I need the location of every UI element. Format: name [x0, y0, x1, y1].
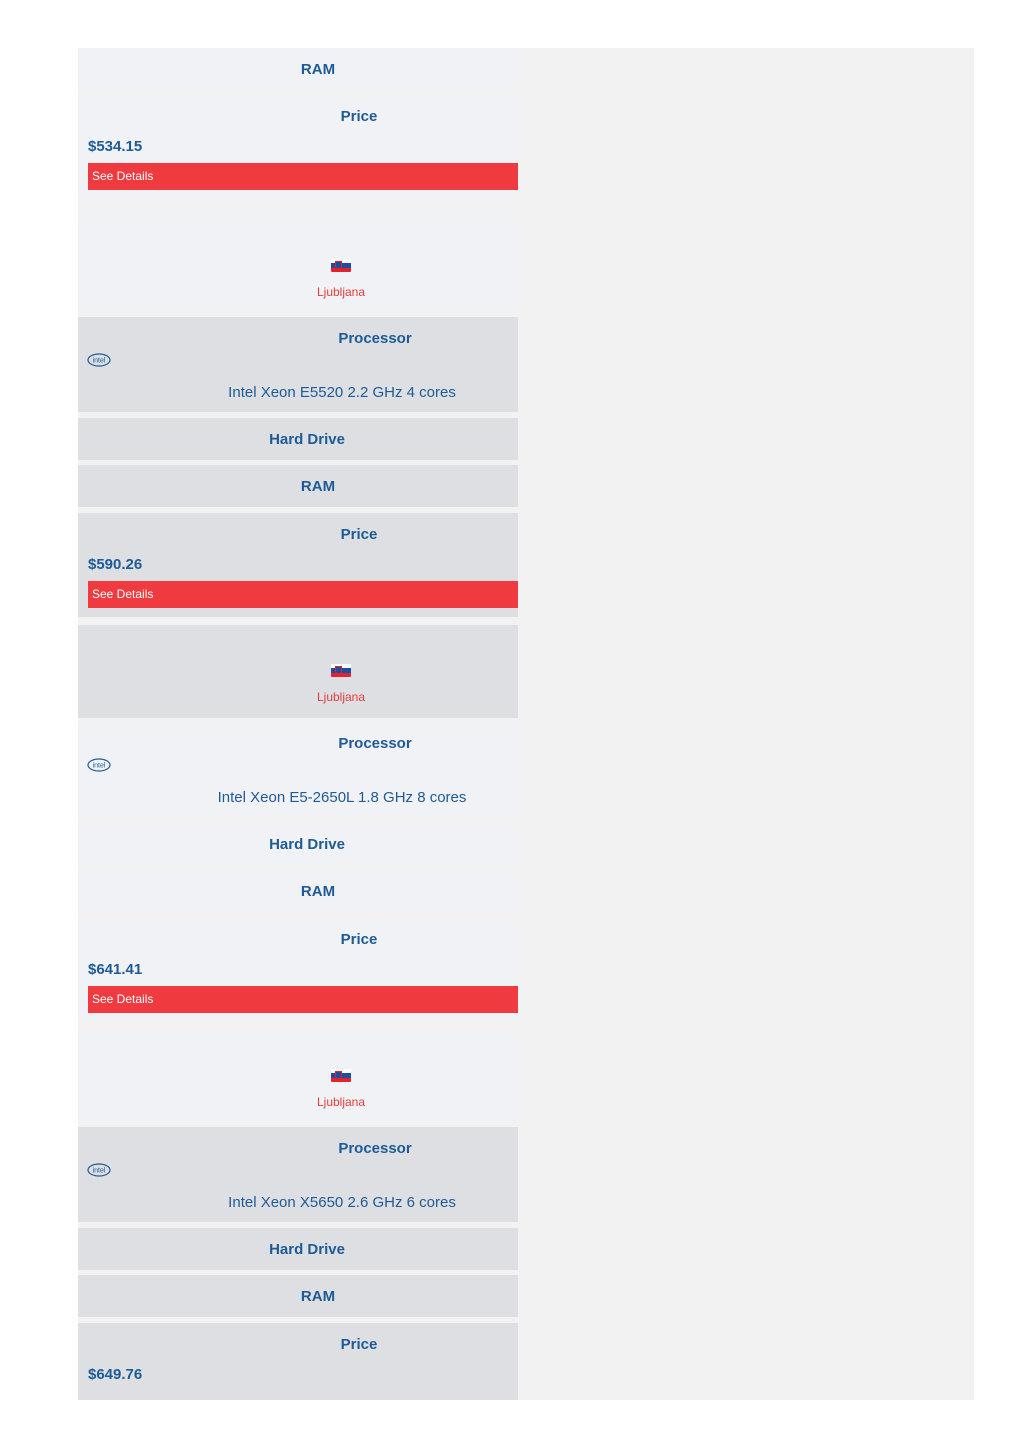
- processor-row: [78, 317, 518, 412]
- price-row: [78, 95, 518, 199]
- svg-text:intel: intel: [92, 357, 106, 365]
- location-name: Ljubljana: [316, 285, 366, 299]
- price-value: $534.15: [88, 138, 143, 155]
- listing-panel: [78, 48, 974, 1400]
- price-header: Price: [340, 526, 378, 543]
- processor-header: Processor: [338, 1140, 412, 1157]
- slovenia-flag-icon: [331, 664, 351, 677]
- price-value: $590.26: [88, 556, 143, 573]
- hard-drive-header: Hard Drive: [269, 1241, 345, 1258]
- price-row: [78, 513, 518, 617]
- intel-logo-icon: [87, 758, 111, 772]
- ram-row: [78, 48, 518, 90]
- ram-row: [78, 465, 518, 507]
- processor-header: Processor: [338, 735, 412, 752]
- processor-name: Intel Xeon E5-2650L 1.8 GHz 8 cores: [217, 789, 467, 806]
- location-row: [78, 1030, 518, 1123]
- ram-header: RAM: [300, 478, 336, 495]
- ram-row: [78, 1275, 518, 1317]
- slovenia-flag-icon: [331, 259, 351, 272]
- hard-drive-row: [78, 823, 518, 865]
- ram-row: [78, 870, 518, 912]
- location-name: Ljubljana: [316, 690, 366, 704]
- processor-name: Intel Xeon E5520 2.2 GHz 4 cores: [228, 384, 456, 401]
- ram-header: RAM: [300, 61, 336, 78]
- ram-header: RAM: [300, 883, 336, 900]
- processor-name: Intel Xeon X5650 2.6 GHz 6 cores: [228, 1194, 456, 1211]
- intel-logo-icon: [87, 1163, 111, 1177]
- location-name: Ljubljana: [316, 1095, 366, 1109]
- location-row: [78, 625, 518, 718]
- price-row: [78, 1323, 518, 1400]
- price-value: $649.76: [88, 1366, 143, 1383]
- slovenia-flag-icon: [331, 1069, 351, 1082]
- price-header: Price: [340, 931, 378, 948]
- price-header: Price: [340, 108, 378, 125]
- svg-text:intel: intel: [92, 762, 106, 770]
- listing-separator: [78, 213, 518, 217]
- ram-header: RAM: [300, 1288, 336, 1305]
- intel-logo-icon: [87, 353, 111, 367]
- server-listings: [78, 48, 518, 1400]
- price-row: [78, 918, 518, 1022]
- hard-drive-row: [78, 1228, 518, 1270]
- hard-drive-row: [78, 418, 518, 460]
- processor-row: [78, 722, 518, 817]
- see-details-button[interactable]: See Details: [88, 986, 518, 1013]
- hard-drive-header: Hard Drive: [269, 431, 345, 448]
- see-details-button[interactable]: See Details: [88, 581, 518, 608]
- see-details-button[interactable]: See Details: [88, 163, 518, 190]
- price-value: $641.41: [88, 961, 143, 978]
- processor-header: Processor: [338, 330, 412, 347]
- price-header: Price: [340, 1336, 378, 1353]
- hard-drive-header: Hard Drive: [269, 836, 345, 853]
- processor-row: [78, 1127, 518, 1222]
- location-row: [78, 220, 518, 313]
- svg-text:intel: intel: [92, 1167, 106, 1175]
